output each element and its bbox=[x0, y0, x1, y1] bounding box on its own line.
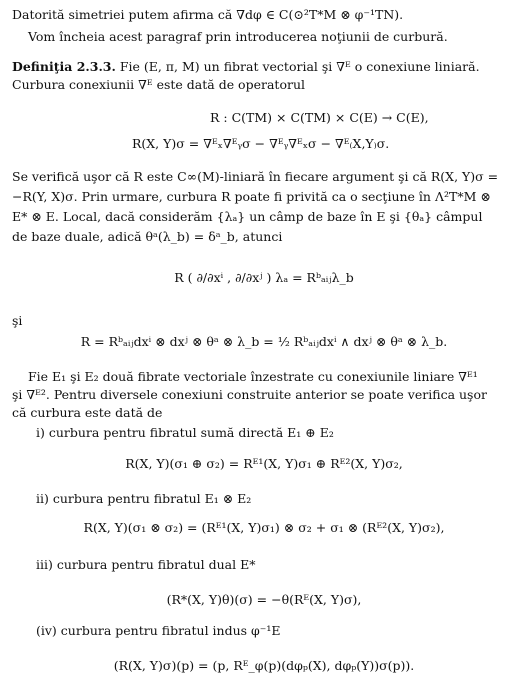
text-line: E* ⊗ E. Local, dacă considerăm {λₐ} un câmp de baze în E şi {θₐ} câmpul bbox=[12, 209, 483, 224]
text-line: Fie E₁ şi E₂ două fibrate vectoriale înzestrate cu conexiunile liniare ∇ᴱ¹ bbox=[28, 369, 478, 384]
equation-tensor: R(X, Y)(σ₁ ⊗ σ₂) = (Rᴱ¹(X, Y)σ₁) ⊗ σ₂ + σ₁ ⊗ (Rᴱ²(X, Y)σ₂), bbox=[83, 520, 445, 535]
list-item: iii) curbura pentru fibratul dual E* bbox=[36, 557, 256, 572]
text-line: Curbura conexiunii ∇ᴱ este dată de operatorul bbox=[12, 77, 305, 92]
equation-sum: R(X, Y)(σ₁ ⊕ σ₂) = Rᴱ¹(X, Y)σ₁ ⊕ Rᴱ²(X, Y)σ₂, bbox=[125, 456, 403, 471]
equation-operator: R : C(TM) × C(TM) × C(E) → C(E), bbox=[210, 110, 429, 125]
equation-pullback: (R(X, Y)σ)(p) = (p, Rᴱ_φ(p)(dφₚ(X), dφₚ(Y))σ(p)). bbox=[113, 658, 415, 673]
equation-local: R ( ∂/∂xⁱ , ∂/∂xʲ ) λₐ = Rᵇₐᵢⱼλ_b bbox=[174, 270, 354, 285]
text-line: şi bbox=[12, 313, 23, 328]
text-line: şi ∇ᴱ². Pentru diversele conexiuni construite anterior se poate verifica uşor bbox=[12, 387, 487, 402]
equation-local-form: R = Rᵇₐᵢⱼdxⁱ ⊗ dxʲ ⊗ θᵃ ⊗ λ_b = ½ Rᵇₐᵢⱼdxⁱ ∧ dxʲ ⊗ θᵃ ⊗ λ_b. bbox=[80, 334, 448, 349]
definition-line bbox=[12, 58, 518, 76]
list-item: i) curbura pentru fibratul sumă directă E₁ ⊕ E₂ bbox=[36, 425, 334, 440]
definition-text: Fie (E, π, M) un fibrat vectorial şi ∇ᴱ o conexiune liniară. bbox=[115, 59, 480, 74]
definition-label: Definiţia 2.3.3. bbox=[12, 59, 116, 74]
text-line: Datorită simetriei putem afirma că ∇dφ ∈ C(⊙²T*M ⊗ φ⁻¹TN). bbox=[12, 7, 404, 22]
text-line: Vom încheia acest paragraf prin introducerea noţiunii de curbură. bbox=[28, 29, 448, 44]
text-line: de baze duale, adică θᵃ(λ_b) = δᵃ_b, atunci bbox=[12, 229, 283, 244]
text-line: Se verifică uşor că R este C∞(M)-liniară în fiecare argument şi că R(X, Y)σ = bbox=[12, 169, 499, 184]
text-line: că curbura este dată de bbox=[12, 405, 163, 420]
equation-curvature: R(X, Y)σ = ∇ᴱₓ∇ᴱᵧσ − ∇ᴱᵧ∇ᴱₓσ − ∇ᴱ₍X,Y₎σ. bbox=[132, 136, 390, 151]
text-line: −R(Y, X)σ. Prin urmare, curbura R poate fi privită ca o secţiune în Λ²T*M ⊗ bbox=[12, 189, 491, 204]
list-item: ii) curbura pentru fibratul E₁ ⊗ E₂ bbox=[36, 491, 252, 506]
equation-dual: (R*(X, Y)θ)(σ) = −θ(Rᴱ(X, Y)σ), bbox=[166, 592, 362, 607]
list-item: (iv) curbura pentru fibratul indus φ⁻¹E bbox=[36, 623, 281, 638]
